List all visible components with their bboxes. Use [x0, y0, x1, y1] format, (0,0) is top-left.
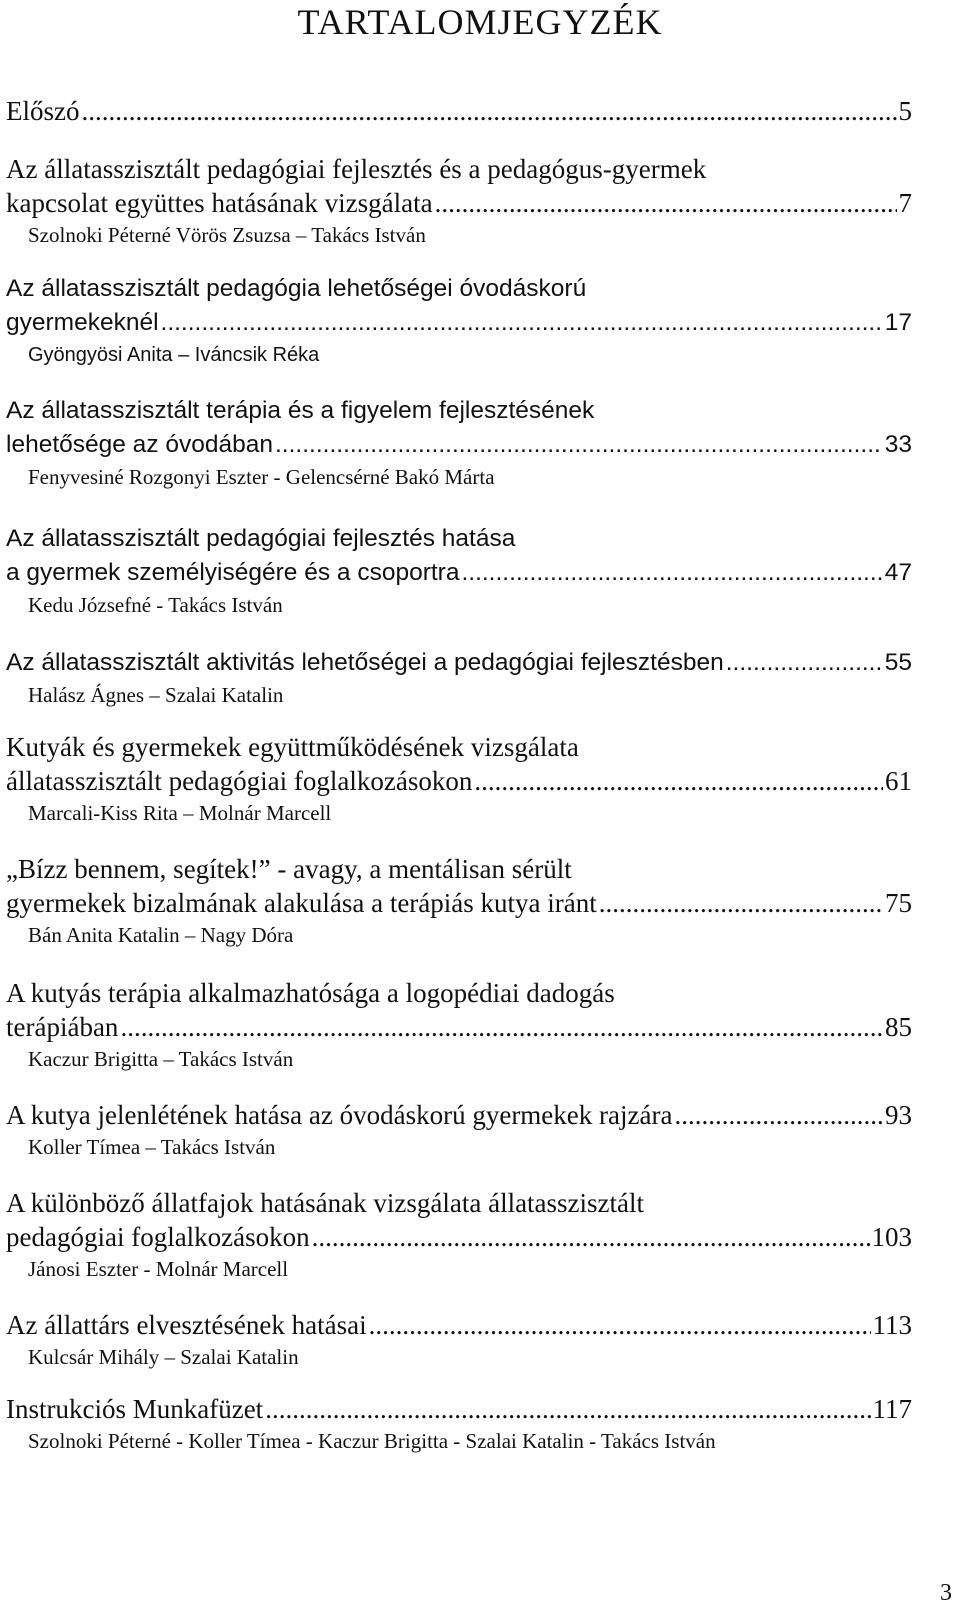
- toc-entry-author: Kulcsár Mihály – Szalai Katalin: [28, 1345, 299, 1369]
- dot-leader: [120, 1010, 883, 1044]
- toc-entry-author: Kedu Józsefné - Takács István: [28, 593, 283, 617]
- toc-entry[interactable]: [6, 1098, 912, 1162]
- toc-entry-title-line: A különböző állatfajok hatásának vizsgálata állatasszisztált: [6, 1188, 645, 1218]
- toc-entry-page: 117: [872, 1394, 912, 1424]
- toc-entry-title: [6, 428, 912, 462]
- toc-entry-author: Szolnoki Péterné Vörös Zsuzsa – Takács István: [28, 223, 426, 247]
- dot-leader: [275, 428, 883, 462]
- toc-entry[interactable]: [6, 522, 912, 620]
- dot-leader: [726, 646, 883, 680]
- dot-leader: [161, 306, 883, 340]
- toc-entry-title-line: „Bízz bennem, segítek!” - avagy, a mentálisan sérült: [6, 854, 572, 884]
- toc-entry-author: Fenyvesiné Rozgonyi Eszter - Gelencsérné Bakó Márta: [28, 465, 495, 489]
- toc-entry-page: 5: [898, 96, 912, 126]
- toc-entry-author: Szolnoki Péterné - Koller Tímea - Kaczur Brigitta - Szalai Katalin - Takács István: [28, 1429, 716, 1453]
- toc-entry[interactable]: [6, 94, 912, 128]
- dot-leader: [265, 1392, 870, 1426]
- toc-entry-page: 33: [884, 431, 912, 458]
- toc-entry[interactable]: [6, 1308, 912, 1372]
- toc-entry-page: 47: [884, 559, 912, 586]
- toc-entry-title-line: A kutyás terápia alkalmazhatósága a logopédiai dadogás: [6, 978, 615, 1008]
- toc-entry-author: Bán Anita Katalin – Nagy Dóra: [28, 923, 294, 947]
- toc-entry-title: [6, 1220, 912, 1254]
- dot-leader: [599, 886, 883, 920]
- toc-entry[interactable]: [6, 272, 912, 370]
- toc-entry-author: Gyöngyösi Anita – Iváncsik Réka: [28, 344, 320, 366]
- toc-entry-title-line: Kutyák és gyermekek együttműködésének vizsgálata: [6, 732, 579, 762]
- toc-entry-page: 17: [884, 309, 912, 336]
- toc-entry-title: [6, 1392, 912, 1426]
- toc-entry-title: [6, 306, 912, 340]
- toc-entry[interactable]: [6, 152, 912, 250]
- toc-entry-title: [6, 1010, 912, 1044]
- toc-entry-title-text: gyermekeknél: [6, 309, 159, 336]
- toc-entry-title-line: Az állatasszisztált terápia és a figyelem fejlesztésének: [6, 397, 595, 424]
- toc-entry-title: [6, 94, 912, 128]
- toc-entry-author: Marcali-Kiss Rita – Molnár Marcell: [28, 801, 332, 825]
- toc-entry[interactable]: [6, 852, 912, 950]
- toc-entry-page: 85: [885, 1012, 912, 1042]
- toc-entry-title: [6, 556, 912, 590]
- toc-entry-page: 7: [898, 188, 912, 218]
- toc-entry-page: 93: [885, 1100, 912, 1130]
- dot-leader: [369, 1308, 871, 1342]
- toc-entry-title: [6, 886, 912, 920]
- toc-entry-page: 61: [885, 766, 912, 796]
- toc-entry[interactable]: [6, 394, 912, 492]
- toc-entry[interactable]: [6, 730, 912, 828]
- toc-entry-page: 75: [885, 888, 912, 918]
- toc-entry-title-text: pedagógiai foglalkozásokon: [6, 1222, 310, 1252]
- page-number: 3: [940, 1580, 952, 1606]
- toc-entry-title: [6, 1098, 912, 1132]
- toc-entry-title: [6, 1308, 912, 1342]
- toc-entry-author: Halász Ágnes – Szalai Katalin: [28, 683, 284, 707]
- toc-entry-title-text: terápiában: [6, 1012, 119, 1042]
- toc-entry[interactable]: [6, 976, 912, 1074]
- toc-entry-page: 55: [884, 649, 912, 676]
- toc-entry-author: Kaczur Brigitta – Takács István: [28, 1047, 294, 1071]
- toc-entry-title: [6, 646, 912, 680]
- toc-entry-title: [6, 764, 912, 798]
- toc-entry-page: 103: [871, 1222, 912, 1252]
- dot-leader: [435, 186, 897, 220]
- toc-entry[interactable]: [6, 1392, 912, 1456]
- toc-entry-title-text: gyermekek bizalmának alakulása a terápiás kutya iránt: [6, 888, 597, 918]
- dot-leader: [82, 94, 897, 128]
- page-title: TARTALOMJEGYZÉK: [297, 2, 663, 42]
- dot-leader: [474, 764, 883, 798]
- toc-entry-page: 113: [872, 1310, 912, 1340]
- toc-entry-author: Jánosi Eszter - Molnár Marcell: [28, 1257, 289, 1281]
- dot-leader: [461, 556, 882, 590]
- toc-entry-title-text: a gyermek személyiségére és a csoportra: [6, 559, 460, 586]
- toc-entry-title-text: Instrukciós Munkafüzet: [6, 1394, 264, 1424]
- dot-leader: [312, 1220, 870, 1254]
- toc-entry-author: Koller Tímea – Takács István: [28, 1135, 276, 1159]
- toc-entry-title-text: Az állattárs elvesztésének hatásai: [6, 1310, 367, 1340]
- toc-entry-title-line: Az állatasszisztált pedagógia lehetőségei óvodáskorú: [6, 275, 587, 302]
- toc-entry-title-text: A kutya jelenlétének hatása az óvodáskorú gyermekek rajzára: [6, 1100, 673, 1130]
- toc-entry-title-line: Az állatasszisztált pedagógiai fejlesztés hatása: [6, 525, 516, 552]
- toc-entry[interactable]: [6, 1186, 912, 1284]
- toc-entry-title-text: Az állatasszisztált aktivitás lehetőségei a pedagógiai fejlesztésben: [6, 649, 724, 676]
- toc-entry-title-text: lehetősége az óvodában: [6, 431, 273, 458]
- toc-entry-title: [6, 186, 912, 220]
- toc-entry-title-text: kapcsolat együttes hatásának vizsgálata: [6, 188, 433, 218]
- toc-entry[interactable]: [6, 646, 912, 710]
- dot-leader: [674, 1098, 883, 1132]
- toc-entry-title-text: állatasszisztált pedagógiai foglalkozásokon: [6, 766, 473, 796]
- toc-entry-title-text: Előszó: [6, 96, 80, 126]
- toc-entry-title-line: Az állatasszisztált pedagógiai fejlesztés és a pedagógus-gyermek: [6, 154, 707, 184]
